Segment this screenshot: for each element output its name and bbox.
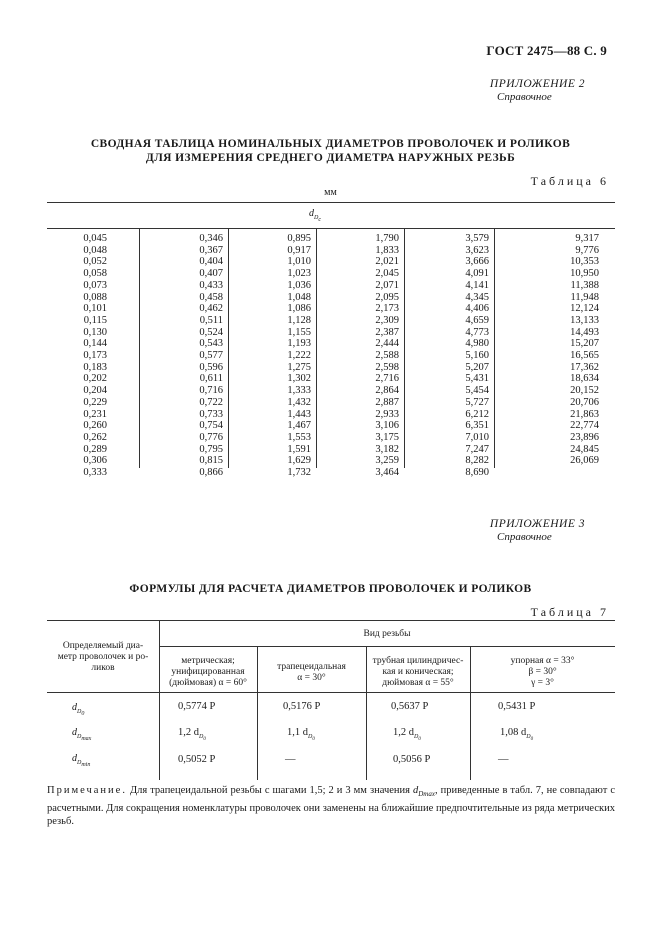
table-6-cell: 0,733 (199, 408, 223, 420)
table-6-cell: 0,815 (199, 455, 223, 467)
table-6-cell: 0,404 (199, 256, 223, 268)
table-6-cell: 0,088 (83, 291, 107, 303)
table-6-cell: 3,579 (465, 233, 489, 244)
table-6-cell: 2,173 (375, 303, 399, 315)
table-6-cell: 0,716 (199, 385, 223, 397)
table-6-cell: 3,175 (375, 431, 399, 443)
table-6-cell: 13,133 (570, 314, 599, 326)
table-6-cell: 10,353 (570, 256, 599, 268)
table-6-cell: 0,052 (83, 256, 107, 268)
table-6-cell: 0,202 (83, 373, 107, 385)
table-7-group-rule (159, 646, 615, 647)
table-6-top-rule (47, 202, 615, 203)
table-7-label: Таблица 7 (530, 605, 609, 619)
table-6-cell: 7,247 (465, 443, 489, 455)
table-6-cell: 2,387 (375, 326, 399, 338)
table-6-cell: 2,933 (375, 408, 399, 420)
table-6-cell: 1,155 (287, 326, 311, 338)
table-6-cell: 0,462 (199, 303, 223, 315)
table-7-row-2-pipe: 1,2 $d_{D_0}$ (393, 727, 421, 743)
table-6-cell: 0,433 (199, 279, 223, 291)
table-6-cell: 4,980 (465, 338, 489, 350)
table-6-cell: 2,716 (375, 373, 399, 385)
table-7-col-2-header: трапецеидальная α = 30° (277, 662, 346, 683)
table-6-cell: 8,690 (465, 467, 489, 479)
table-6-header-rule (47, 228, 615, 229)
table-6-cell: 5,727 (465, 396, 489, 408)
table-6-cell: 1,128 (287, 314, 311, 326)
table-6-cell: 0,866 (199, 467, 223, 479)
table-6-cell: 4,773 (465, 326, 489, 338)
table-6-header-symbol: $d_{D_c}$ (309, 208, 322, 224)
table-6-cell: 1,443 (287, 408, 311, 420)
table-6-cell: 20,706 (570, 396, 599, 408)
table-6-cell: 8,282 (465, 455, 489, 467)
table-6-cell: 0,101 (83, 303, 107, 315)
table-6-cell: 5,160 (465, 350, 489, 362)
table-6-cell: 5,207 (465, 361, 489, 373)
table-6-cell: 2,045 (375, 268, 399, 280)
table-6-cell: 4,345 (465, 291, 489, 303)
table-6-cell: 18,634 (570, 373, 599, 385)
table-7-col-4-header: упорная α = 33° β = 30° γ = 3° (510, 656, 575, 688)
table-6-cell: 3,182 (375, 443, 399, 455)
table-7-row-1-buttress: 0,5431 P (498, 701, 536, 712)
table-6-cell: 0,058 (83, 268, 107, 280)
table-7-row-1-trapezoidal: 0,5176 P (283, 701, 321, 712)
table-7-row-1-metric: 0,5774 P (178, 701, 216, 712)
table-6-cell: 14,493 (570, 326, 599, 338)
table-6-cell: 0,183 (83, 361, 107, 373)
table-6-cell: 0,346 (199, 233, 223, 244)
table-6-cell: 22,774 (570, 420, 599, 432)
table-6-cell: 1,333 (287, 385, 311, 397)
table-6-body (47, 233, 614, 479)
table-6-cell: 6,351 (465, 420, 489, 432)
appendix-2-type: Справочное (497, 91, 552, 103)
table-6-cell: 0,333 (83, 467, 107, 479)
table-7-top-rule (47, 620, 615, 621)
table-6-cell: 1,432 (287, 396, 311, 408)
table-6-cell: 4,406 (465, 303, 489, 315)
table-6-cell: 0,367 (199, 244, 223, 256)
table-6-cell: 1,275 (287, 361, 311, 373)
table-6-cell: 0,115 (83, 314, 107, 326)
table-6-cell: 1,010 (287, 256, 311, 268)
table-6-cell: 0,895 (287, 233, 311, 244)
table-6-cell: 5,454 (465, 385, 489, 397)
table-6-cell: 3,464 (375, 467, 399, 479)
table-6-cell: 0,229 (83, 396, 107, 408)
table-7-row-2-metric: 1,2 $d_{D_0}$ (178, 727, 206, 743)
appendix-2-title-line-2: ДЛЯ ИЗМЕРЕНИЯ СРЕДНЕГО ДИАМЕТРА НАРУЖНЫХ РЕЗЬБ (145, 152, 516, 164)
table-6-cell: 0,407 (199, 268, 223, 280)
table-6-cell: 11,948 (570, 291, 599, 303)
table-7-row-2-trapezoidal: 1,1 $d_{D_0}$ (287, 727, 315, 743)
table-6-cell: 2,887 (375, 396, 399, 408)
table-6-cell: 3,106 (375, 420, 399, 432)
table-6-cell: 2,021 (375, 256, 399, 268)
table-6-cell: 4,141 (465, 279, 489, 291)
table-6-column-5 (465, 233, 489, 479)
table-7-row-3-pipe: 0,5056 P (393, 754, 431, 765)
table-6-cell: 0,611 (199, 373, 223, 385)
table-6-cell: 1,086 (287, 303, 311, 315)
table-7-col-1-header: метрическая; унифицированная (дюймовая) α = 60° (169, 656, 247, 688)
table-6-cell: 0,524 (199, 326, 223, 338)
table-6-column-4 (375, 233, 399, 479)
table-6-cell: 0,917 (287, 244, 311, 256)
table-7-col-0-header: Определяемый диа- метр проволочек и ро- ликов (57, 641, 149, 673)
table-6-cell: 9,776 (575, 244, 599, 256)
table-7-group-header: Вид резьбы (363, 629, 411, 639)
page-header: ГОСТ 2475—88 С. 9 (486, 43, 607, 58)
table-6-cell: 6,212 (465, 408, 489, 420)
table-6-cell: 0,231 (83, 408, 107, 420)
table-6-cell: 0,289 (83, 443, 107, 455)
table-7-row-2-symbol: $d_{D_{max}}$ (72, 727, 92, 743)
table-6-cell: 1,193 (287, 338, 311, 350)
table-6-cell: 17,362 (570, 361, 599, 373)
table-6-cell: 20,152 (570, 385, 599, 397)
table-6-cell: 0,795 (199, 443, 223, 455)
table-6-cell: 1,222 (287, 350, 311, 362)
table-6-cell: 1,553 (287, 431, 311, 443)
table-6-cell: 0,130 (83, 326, 107, 338)
table-6-cell: 2,071 (375, 279, 399, 291)
table-6-cell: 0,144 (83, 338, 107, 350)
table-6-column-6 (570, 233, 599, 467)
table-6-cell: 1,048 (287, 291, 311, 303)
table-6-column-2 (199, 233, 223, 479)
table-6-cell: 0,260 (83, 420, 107, 432)
table-6-cell: 0,596 (199, 361, 223, 373)
table-6-cell: 5,431 (465, 373, 489, 385)
table-6-cell: 0,577 (199, 350, 223, 362)
table-6-cell: 1,790 (375, 233, 399, 244)
table-7-col-divider-0 (159, 620, 160, 780)
table-6-cell: 24,845 (570, 443, 599, 455)
note-label: Примечание. (47, 785, 127, 796)
table-6-cell: 0,722 (199, 396, 223, 408)
table-6-cell: 7,010 (465, 431, 489, 443)
table-6-cell: 23,896 (570, 431, 599, 443)
table-6-cell: 2,444 (375, 338, 399, 350)
table-6-cell: 0,262 (83, 431, 107, 443)
table-6-cell: 1,467 (287, 420, 311, 432)
table-6-cell: 1,023 (287, 268, 311, 280)
table-7-row-1-pipe: 0,5637 P (391, 701, 429, 712)
table-6-cell: 0,543 (199, 338, 223, 350)
table-6-cell: 0,511 (199, 314, 223, 326)
table-6-unit: мм (324, 187, 337, 198)
table-6-cell: 0,306 (83, 455, 107, 467)
appendix-2-label: ПРИЛОЖЕНИЕ 2 (489, 78, 585, 90)
table-6-cell: 0,073 (83, 279, 107, 291)
table-7-note: Примечание. Для трапецеидальной резьбы с шагами 1,5; 2 и 3 мм значения $d_{Dmax}$, приведенные в табл. 7, не совпадают с расчетными. Для сокращения номенклатуры проволочек они заменены на ближайшие предпочтительные из ряда метрических резьб. (47, 785, 615, 828)
table-6-cell: 0,458 (199, 291, 223, 303)
appendix-2-title-line-1: СВОДНАЯ ТАБЛИЦА НОМИНАЛЬНЫХ ДИАМЕТРОВ ПРОВОЛОЧЕК И РОЛИКОВ (90, 138, 571, 150)
appendix-3-title: ФОРМУЛЫ ДЛЯ РАСЧЕТА ДИАМЕТРОВ ПРОВОЛОЧЕК И РОЛИКОВ (129, 583, 532, 595)
table-6-cell: 15,207 (570, 338, 599, 350)
table-6-cell: 0,045 (83, 233, 107, 244)
table-6-cell: 26,069 (570, 455, 599, 467)
table-6-cell: 0,754 (199, 420, 223, 432)
table-6-cell: 2,095 (375, 291, 399, 303)
table-6-cell: 1,732 (287, 467, 311, 479)
table-6-cell: 4,091 (465, 268, 489, 280)
table-6-cell: 21,863 (570, 408, 599, 420)
table-6-cell: 0,048 (83, 244, 107, 256)
table-6-cell: 2,598 (375, 361, 399, 373)
appendix-3-label: ПРИЛОЖЕНИЕ 3 (489, 518, 585, 530)
table-6-cell: 16,565 (570, 350, 599, 362)
table-6-cell: 0,776 (199, 431, 223, 443)
table-6-cell: 1,629 (287, 455, 311, 467)
table-6-cell: 1,036 (287, 279, 311, 291)
table-6-column-1 (83, 233, 107, 479)
table-6-cell: 1,591 (287, 443, 311, 455)
table-6-cell: 2,864 (375, 385, 399, 397)
table-6-cell: 0,173 (83, 350, 107, 362)
table-7-row-3-symbol: $d_{D_{min}}$ (72, 753, 91, 769)
table-6-cell: 3,259 (375, 455, 399, 467)
table-7-col-3-header: трубная цилиндричес- кая и коническая; дюймовая α = 55° (372, 656, 464, 688)
table-6-column-3 (287, 233, 311, 479)
table-7-row-1-symbol: $d_{D_0}$ (72, 702, 85, 718)
table-6-cell: 1,833 (375, 244, 399, 256)
table-6-cell: 2,588 (375, 350, 399, 362)
table-7-row-3-metric: 0,5052 P (178, 754, 216, 765)
table-6-cell: 10,950 (570, 268, 599, 280)
table-6-cell: 3,623 (465, 244, 489, 256)
table-6-cell: 1,302 (287, 373, 311, 385)
table-7-row-2-buttress: 1,08 $d_{D_0}$ (500, 727, 534, 743)
appendix-3-type: Справочное (497, 531, 552, 543)
table-6-label: Таблица 6 (530, 174, 609, 188)
table-6-cell: 4,659 (465, 314, 489, 326)
table-6-cell: 2,309 (375, 314, 399, 326)
table-6-cell: 11,388 (570, 279, 599, 291)
table-7-header-rule (47, 692, 615, 693)
table-7-row-3-trapezoidal: — (285, 754, 296, 765)
table-6-cell: 0,204 (83, 385, 107, 397)
table-6-cell: 12,124 (570, 303, 599, 315)
table-6-cell: 3,666 (465, 256, 489, 268)
table-6-cell: 9,317 (575, 233, 599, 244)
table-7-row-3-buttress: — (498, 754, 509, 765)
